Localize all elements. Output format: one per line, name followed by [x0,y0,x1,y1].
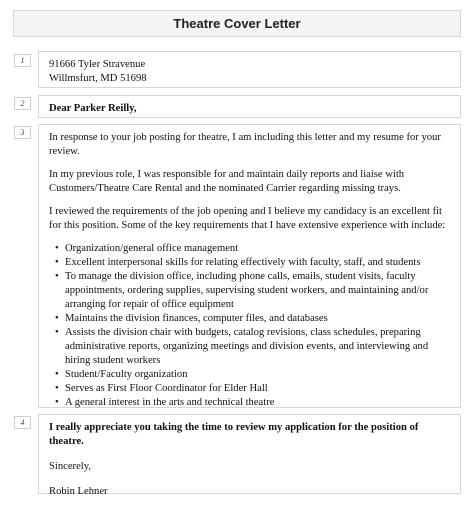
address-line-2: Willmsfurt, MD 51698 [49,73,147,84]
address-line-1: 91666 Tyler Stravenue [49,59,146,70]
requirements-list [55,242,450,410]
list-item: • Assists the division chair with budgets, catalog revisions, class schedules, preparing administrative reports, organizing meetings and division events, and interviewing and hiring student workers [55,326,450,368]
greeting: Dear Parker Reilly, [49,103,137,114]
list-item: • To manage the division office, including phone calls, emails, student visits, faculty appointments, ordering supplies, supervising student workers, and maintaining and/or arranging for repair of office equipment [55,270,450,312]
list-item: • Serves as First Floor Coordinator for Elder Hall [55,382,450,396]
signer-name: Robin Lehner [49,486,108,497]
list-item: • A general interest in the arts and technical theatre [55,396,450,410]
section-number-4: 4 [14,416,31,429]
section-number-1: 1 [14,54,31,67]
closing-block [38,414,461,497]
section-number-3: 3 [14,126,31,139]
letter-body-block [38,124,461,408]
closing-statement: I really appreciate you taking the time to review my application for the position of theatre. [49,422,419,447]
list-item: • Excellent interpersonal skills for relating effectively with faculty, staff, and students [55,256,450,270]
body-paragraph-2: In my previous role, I was responsible for and maintain daily reports and liaise with Customers/Theatre Care Rental and the nominated Carrier regarding missing trays. [49,169,405,194]
document-header [13,10,461,37]
list-item: • Organization/general office management [55,242,450,256]
list-item: • Student/Faculty organization [55,368,450,382]
list-item: • Maintains the division finances, computer files, and databases [55,312,450,326]
section-number-2: 2 [14,97,31,110]
address-block [38,51,461,88]
signoff: Sincerely, [49,461,91,472]
body-paragraph-3: I reviewed the requirements of the job opening and I believe my candidacy is an excellent fit for this position. Some of the key requirements that I have extensive experience with include: [49,206,446,231]
document-title: Theatre Cover Letter [173,16,301,31]
body-paragraph-1: In response to your job posting for theatre, I am including this letter and my resume for your review. [49,132,441,157]
greeting-block [38,95,461,118]
